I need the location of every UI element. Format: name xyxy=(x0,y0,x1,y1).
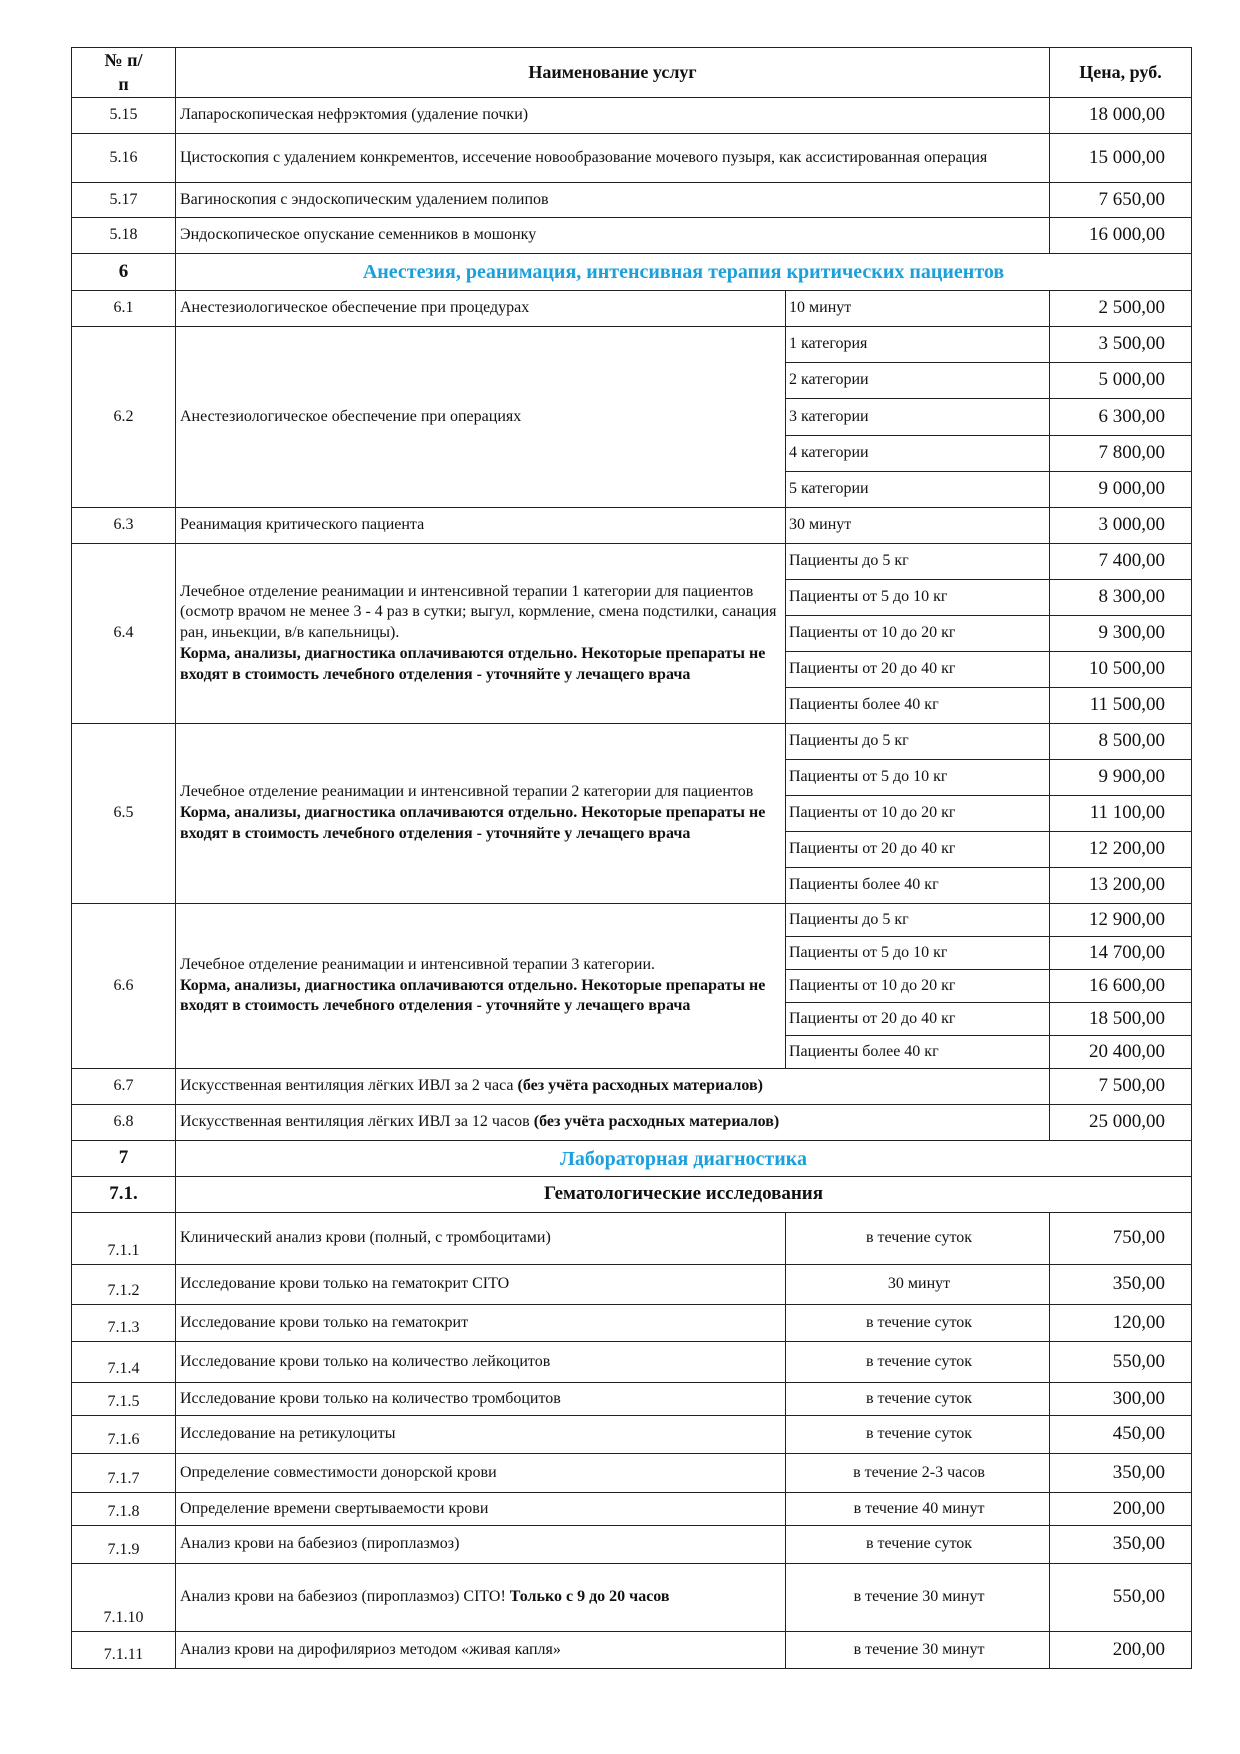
row-number xyxy=(71,1492,176,1526)
row-number-text: 7.1.10 xyxy=(103,1609,144,1627)
service-name xyxy=(175,1415,786,1454)
turnaround-time-text: в течение суток xyxy=(865,1229,973,1247)
turnaround-time xyxy=(785,1492,1050,1526)
price xyxy=(1049,1453,1192,1493)
service-note: Корма, анализы, диагностика оплачиваются отдельно. Некоторые препараты не входят в стоимость лечебного отделения - уточняйте у лечащего врача xyxy=(180,976,766,1015)
service-name xyxy=(175,1492,786,1526)
row-number-text: 5.17 xyxy=(109,190,138,208)
service-name-text: Анализ крови на бабезиоз (пироплазмоз) xyxy=(180,1535,460,1553)
category-option xyxy=(785,936,1050,970)
service-name-text: Исследование на ретикулоциты xyxy=(180,1425,396,1443)
price-text: 7 500,00 xyxy=(1098,1075,1165,1097)
price-text: 5 000,00 xyxy=(1098,369,1165,391)
price-text: 7 650,00 xyxy=(1098,188,1165,210)
price-text: 9 000,00 xyxy=(1098,478,1165,500)
row-number xyxy=(71,326,176,508)
price xyxy=(1049,1104,1192,1141)
price xyxy=(1049,759,1192,796)
row-number xyxy=(71,723,176,904)
turnaround-time xyxy=(785,1631,1050,1669)
price xyxy=(1049,867,1192,904)
category-option-text: Пациенты от 20 до 40 кг xyxy=(789,660,956,678)
service-name-text: Анализ крови на дирофиляриоз методом «живая капля» xyxy=(180,1640,561,1658)
category-option xyxy=(785,903,1050,937)
service-name-text: Исследование крови только на количество тромбоцитов xyxy=(180,1389,561,1407)
service-name: Лечебное отделение реанимации и интенсивной терапии 3 категории. xyxy=(180,955,656,973)
category-option xyxy=(785,543,1050,580)
row-number-text: 7.1.4 xyxy=(107,1360,140,1378)
section-number-text: 6 xyxy=(118,260,129,282)
price xyxy=(1049,831,1192,868)
price-text: 200,00 xyxy=(1112,1497,1165,1519)
price-text: 3 500,00 xyxy=(1098,333,1165,355)
section-number xyxy=(71,253,176,291)
price xyxy=(1049,133,1192,183)
price xyxy=(1049,507,1192,544)
service-name xyxy=(175,217,1050,254)
price xyxy=(1049,903,1192,937)
subsection-title-text: Гематологические исследования xyxy=(543,1183,824,1205)
service-description xyxy=(180,1112,779,1133)
service-name xyxy=(175,1212,786,1265)
price xyxy=(1049,1525,1192,1564)
price xyxy=(1049,362,1192,399)
service-name: Лечебное отделение реанимации и интенсивной терапии 2 категории для пациентов xyxy=(180,783,754,801)
service-name xyxy=(175,1068,1050,1105)
category-option-text: Пациенты от 20 до 40 кг xyxy=(789,1009,956,1027)
row-number xyxy=(71,1453,176,1493)
subsection-number xyxy=(71,1176,176,1213)
price xyxy=(1049,651,1192,688)
row-number-text: 6.6 xyxy=(113,976,134,994)
category-option xyxy=(785,651,1050,688)
turnaround-time xyxy=(785,1525,1050,1564)
price-text: 8 300,00 xyxy=(1098,586,1165,608)
header-number-text: № п/п xyxy=(104,50,143,94)
row-number xyxy=(71,1563,176,1632)
row-number xyxy=(71,217,176,254)
duration-text: 10 минут xyxy=(789,299,852,317)
price-text: 3 000,00 xyxy=(1098,514,1165,536)
turnaround-time-text: в течение суток xyxy=(865,1389,973,1407)
section-title xyxy=(175,253,1192,291)
category-option-text: Пациенты от 10 до 20 кг xyxy=(789,624,956,642)
category-option xyxy=(785,326,1050,363)
turnaround-time-text: в течение 30 минут xyxy=(853,1588,985,1606)
row-number-text: 7.1.5 xyxy=(107,1393,140,1411)
price-text: 11 500,00 xyxy=(1089,694,1165,716)
category-option xyxy=(785,435,1050,472)
turnaround-time-text: в течение суток xyxy=(865,1313,973,1331)
row-number xyxy=(71,1104,176,1141)
price-text: 18 000,00 xyxy=(1089,104,1165,126)
service-name xyxy=(175,1525,786,1564)
row-number xyxy=(71,1304,176,1342)
row-number-text: 6.8 xyxy=(113,1113,134,1131)
row-number xyxy=(71,133,176,183)
price-text: 6 300,00 xyxy=(1098,405,1165,427)
price xyxy=(1049,1492,1192,1526)
service-name-text: Лапароскопическая нефрэктомия (удаление почки) xyxy=(180,106,529,124)
service-name-text: Вагиноскопия с эндоскопическим удалением полипов xyxy=(180,190,549,208)
price-text: 120,00 xyxy=(1112,1311,1165,1333)
price-text: 9 900,00 xyxy=(1098,766,1165,788)
row-number-text: 6.2 xyxy=(113,407,134,425)
category-option-text: Пациенты от 5 до 10 кг xyxy=(789,588,948,606)
service-note: (без учёта расходных материалов) xyxy=(517,1077,763,1095)
service-name xyxy=(175,1341,786,1383)
price-text: 16 000,00 xyxy=(1089,224,1165,246)
price-text: 750,00 xyxy=(1112,1227,1165,1249)
service-name: Лечебное отделение реанимации и интенсивной терапии 1 категории для пациентов (осмотр врачом не менее 3 - 4 раз в сутки; выгул, кормление, смена подстилки, санация ран, иньекции, в/в капельницы). xyxy=(180,582,777,642)
row-number-text: 7.1.11 xyxy=(103,1646,144,1664)
service-note: Только с 9 до 20 часов xyxy=(509,1588,670,1606)
price xyxy=(1049,1264,1192,1305)
category-option-text: Пациенты до 5 кг xyxy=(789,552,909,570)
service-name: Искусственная вентиляция лёгких ИВЛ за 12 часов xyxy=(180,1113,534,1131)
price xyxy=(1049,1068,1192,1105)
price-text: 11 100,00 xyxy=(1089,802,1165,824)
category-option-text: Пациенты от 10 до 20 кг xyxy=(789,804,956,822)
service-name xyxy=(175,290,786,327)
row-number xyxy=(71,182,176,218)
category-option-text: 1 категория xyxy=(789,335,868,353)
row-number xyxy=(71,1525,176,1564)
turnaround-time xyxy=(785,1563,1050,1632)
service-name: Анализ крови на бабезиоз (пироплазмоз) CITO! xyxy=(180,1588,510,1606)
price-text: 450,00 xyxy=(1112,1423,1165,1445)
price xyxy=(1049,543,1192,580)
row-number-text: 7.1.7 xyxy=(107,1470,140,1488)
price xyxy=(1049,217,1192,254)
row-number-text: 5.18 xyxy=(109,226,138,244)
turnaround-time xyxy=(785,1304,1050,1342)
turnaround-time-text: 30 минут xyxy=(887,1275,951,1293)
price xyxy=(1049,1631,1192,1669)
service-name xyxy=(175,182,1050,218)
row-number xyxy=(71,1341,176,1383)
duration-text: 30 минут xyxy=(789,516,852,534)
service-name xyxy=(175,723,786,904)
row-number-text: 6.5 xyxy=(113,804,134,822)
price xyxy=(1049,182,1192,218)
turnaround-time-text: в течение 30 минут xyxy=(853,1640,985,1658)
price-text: 10 500,00 xyxy=(1089,658,1165,680)
turnaround-time-text: в течение суток xyxy=(865,1535,973,1553)
service-name xyxy=(175,1453,786,1493)
row-number-text: 6.4 xyxy=(113,624,134,642)
service-name xyxy=(175,1104,1050,1141)
row-number xyxy=(71,97,176,134)
price-text: 2 500,00 xyxy=(1098,297,1165,319)
row-number xyxy=(71,1382,176,1416)
row-number xyxy=(71,507,176,544)
price-text: 12 900,00 xyxy=(1089,908,1165,930)
category-option xyxy=(785,362,1050,399)
category-option xyxy=(785,615,1050,652)
service-name xyxy=(175,326,786,508)
price-text: 8 500,00 xyxy=(1098,730,1165,752)
category-option xyxy=(785,1002,1050,1036)
service-name: Искусственная вентиляция лёгких ИВЛ за 2 часа xyxy=(180,1077,518,1095)
row-number-text: 7.1.8 xyxy=(107,1503,140,1521)
service-name xyxy=(175,1631,786,1669)
turnaround-time xyxy=(785,1264,1050,1305)
price xyxy=(1049,1382,1192,1416)
price-text: 25 000,00 xyxy=(1089,1111,1165,1133)
category-option xyxy=(785,759,1050,796)
service-name-text: Анестезиологическое обеспечение при процедурах xyxy=(180,299,530,317)
service-description xyxy=(180,955,781,1017)
row-number xyxy=(71,903,176,1069)
row-number-text: 6.3 xyxy=(113,516,134,534)
row-number-text: 6.1 xyxy=(113,299,134,317)
subsection-number-text: 7.1. xyxy=(109,1183,138,1205)
service-name xyxy=(175,1382,786,1416)
category-option-text: Пациенты от 20 до 40 кг xyxy=(789,840,956,858)
header-price-text: Цена, руб. xyxy=(1079,61,1162,82)
category-option-text: Пациенты более 40 кг xyxy=(789,696,939,714)
category-option xyxy=(785,969,1050,1003)
service-description xyxy=(180,582,781,686)
price-text: 15 000,00 xyxy=(1089,146,1165,168)
price-text: 13 200,00 xyxy=(1089,874,1165,896)
price xyxy=(1049,471,1192,508)
service-name-text: Реанимация критического пациента xyxy=(180,516,425,534)
row-number-text: 7.1.1 xyxy=(107,1242,140,1260)
category-option xyxy=(785,687,1050,724)
service-name-text: Определение совместимости донорской крови xyxy=(180,1463,497,1481)
category-option-text: 3 категории xyxy=(789,407,869,425)
service-name xyxy=(175,133,1050,183)
category-option-text: Пациенты от 5 до 10 кг xyxy=(789,768,948,786)
category-option-text: Пациенты до 5 кг xyxy=(789,732,909,750)
turnaround-time xyxy=(785,1415,1050,1454)
turnaround-time-text: в течение 2-3 часов xyxy=(853,1463,985,1481)
row-number-text: 6.7 xyxy=(113,1077,134,1095)
turnaround-time-text: в течение суток xyxy=(865,1352,973,1370)
price-text: 12 200,00 xyxy=(1089,838,1165,860)
service-note: Корма, анализы, диагностика оплачиваются отдельно. Некоторые препараты не входят в стоимость лечебного отделения - уточняйте у лечащего врача xyxy=(180,804,766,842)
turnaround-time xyxy=(785,1382,1050,1416)
category-option-text: Пациенты до 5 кг xyxy=(789,910,909,928)
category-option-text: 2 категории xyxy=(789,371,869,389)
service-name-text: Исследование крови только на гематокрит xyxy=(180,1313,469,1331)
row-number xyxy=(71,1068,176,1105)
category-option xyxy=(785,795,1050,832)
price-text: 18 500,00 xyxy=(1089,1007,1165,1029)
price xyxy=(1049,1212,1192,1265)
category-option xyxy=(785,398,1050,435)
price-text: 550,00 xyxy=(1112,1586,1165,1608)
service-name-text: Эндоскопическое опускание семенников в мошонку xyxy=(180,226,537,244)
price xyxy=(1049,936,1192,970)
price xyxy=(1049,1415,1192,1454)
category-option-text: Пациенты от 5 до 10 кг xyxy=(789,943,948,961)
row-number-text: 7.1.3 xyxy=(107,1319,140,1337)
price xyxy=(1049,579,1192,616)
duration xyxy=(785,290,1050,327)
price xyxy=(1049,290,1192,327)
row-number-text: 5.15 xyxy=(109,106,138,124)
service-description xyxy=(180,1587,670,1608)
category-option xyxy=(785,831,1050,868)
service-name-text: Анестезиологическое обеспечение при операциях xyxy=(180,407,522,425)
price xyxy=(1049,723,1192,760)
category-option xyxy=(785,867,1050,904)
price xyxy=(1049,1002,1192,1036)
section-number-text: 7 xyxy=(118,1147,129,1169)
section-title-text: Лабораторная диагностика xyxy=(560,1147,807,1170)
turnaround-time xyxy=(785,1212,1050,1265)
service-name-text: Цистоскопия с удалением конкрементов, иссечение новообразование мочевого пузыря, как ассистированная операция xyxy=(180,148,988,166)
service-name xyxy=(175,543,786,724)
price-text: 350,00 xyxy=(1112,1273,1165,1295)
service-note: (без учёта расходных материалов) xyxy=(533,1113,780,1131)
subsection-title xyxy=(175,1176,1192,1213)
row-number-text: 7.1.2 xyxy=(107,1282,140,1300)
price xyxy=(1049,969,1192,1003)
service-name-text: Исследование крови только на гематокрит CITO xyxy=(180,1275,510,1293)
price xyxy=(1049,687,1192,724)
row-number xyxy=(71,1212,176,1265)
price xyxy=(1049,398,1192,435)
category-option-text: Пациенты от 10 до 20 кг xyxy=(789,976,956,994)
price-text: 550,00 xyxy=(1112,1350,1165,1372)
turnaround-time xyxy=(785,1341,1050,1383)
row-number-text: 7.1.9 xyxy=(107,1541,140,1559)
service-name xyxy=(175,507,786,544)
service-description xyxy=(180,782,781,844)
price-text: 7 400,00 xyxy=(1098,550,1165,572)
category-option xyxy=(785,579,1050,616)
turnaround-time xyxy=(785,1453,1050,1493)
section-title xyxy=(175,1140,1192,1177)
category-option-text: 4 категории xyxy=(789,443,869,461)
row-number xyxy=(71,1631,176,1669)
price-text: 14 700,00 xyxy=(1089,941,1165,963)
service-name xyxy=(175,1304,786,1342)
category-option xyxy=(785,1035,1050,1069)
price xyxy=(1049,615,1192,652)
service-name-text: Исследование крови только на количество лейкоцитов xyxy=(180,1352,551,1370)
row-number xyxy=(71,1415,176,1454)
price xyxy=(1049,1341,1192,1383)
header-service-name-text: Наименование услуг xyxy=(528,61,697,82)
header-price xyxy=(1049,47,1192,98)
header-number xyxy=(71,47,176,98)
price-text: 7 800,00 xyxy=(1098,441,1165,463)
price-text: 300,00 xyxy=(1112,1387,1165,1409)
price-text: 350,00 xyxy=(1112,1461,1165,1483)
price xyxy=(1049,795,1192,832)
category-option xyxy=(785,723,1050,760)
service-name-text: Определение времени свертываемости крови xyxy=(180,1499,489,1517)
turnaround-time-text: в течение суток xyxy=(865,1425,973,1443)
category-option-text: Пациенты более 40 кг xyxy=(789,876,939,894)
header-service-name xyxy=(175,47,1050,98)
row-number xyxy=(71,1264,176,1305)
price xyxy=(1049,1304,1192,1342)
section-number xyxy=(71,1140,176,1177)
category-option-text: 5 категории xyxy=(789,479,869,497)
service-name xyxy=(175,97,1050,134)
price-text: 200,00 xyxy=(1112,1638,1165,1660)
service-name xyxy=(175,1264,786,1305)
service-name xyxy=(175,1563,786,1632)
price xyxy=(1049,435,1192,472)
row-number-text: 5.16 xyxy=(109,148,138,166)
row-number-text: 7.1.6 xyxy=(107,1431,140,1449)
service-name-text: Клинический анализ крови (полный, с тромбоцитами) xyxy=(180,1229,551,1247)
section-title-text: Анестезия, реанимация, интенсивная терапия критических пациентов xyxy=(362,261,1005,283)
price xyxy=(1049,326,1192,363)
price-text: 16 600,00 xyxy=(1089,974,1165,996)
row-number xyxy=(71,543,176,724)
price xyxy=(1049,1563,1192,1632)
category-option-text: Пациенты более 40 кг xyxy=(789,1042,939,1060)
row-number xyxy=(71,290,176,327)
price-text: 350,00 xyxy=(1112,1533,1165,1555)
service-description xyxy=(180,1076,763,1097)
price-text: 20 400,00 xyxy=(1089,1040,1165,1062)
turnaround-time-text: в течение 40 минут xyxy=(853,1499,985,1517)
service-note: Корма, анализы, диагностика оплачиваются отдельно. Некоторые препараты не входят в стоимость лечебного отделения - уточняйте у лечащего врача xyxy=(180,644,766,683)
price-text: 9 300,00 xyxy=(1098,622,1165,644)
duration xyxy=(785,507,1050,544)
category-option xyxy=(785,471,1050,508)
price xyxy=(1049,1035,1192,1069)
price xyxy=(1049,97,1192,134)
service-name xyxy=(175,903,786,1069)
